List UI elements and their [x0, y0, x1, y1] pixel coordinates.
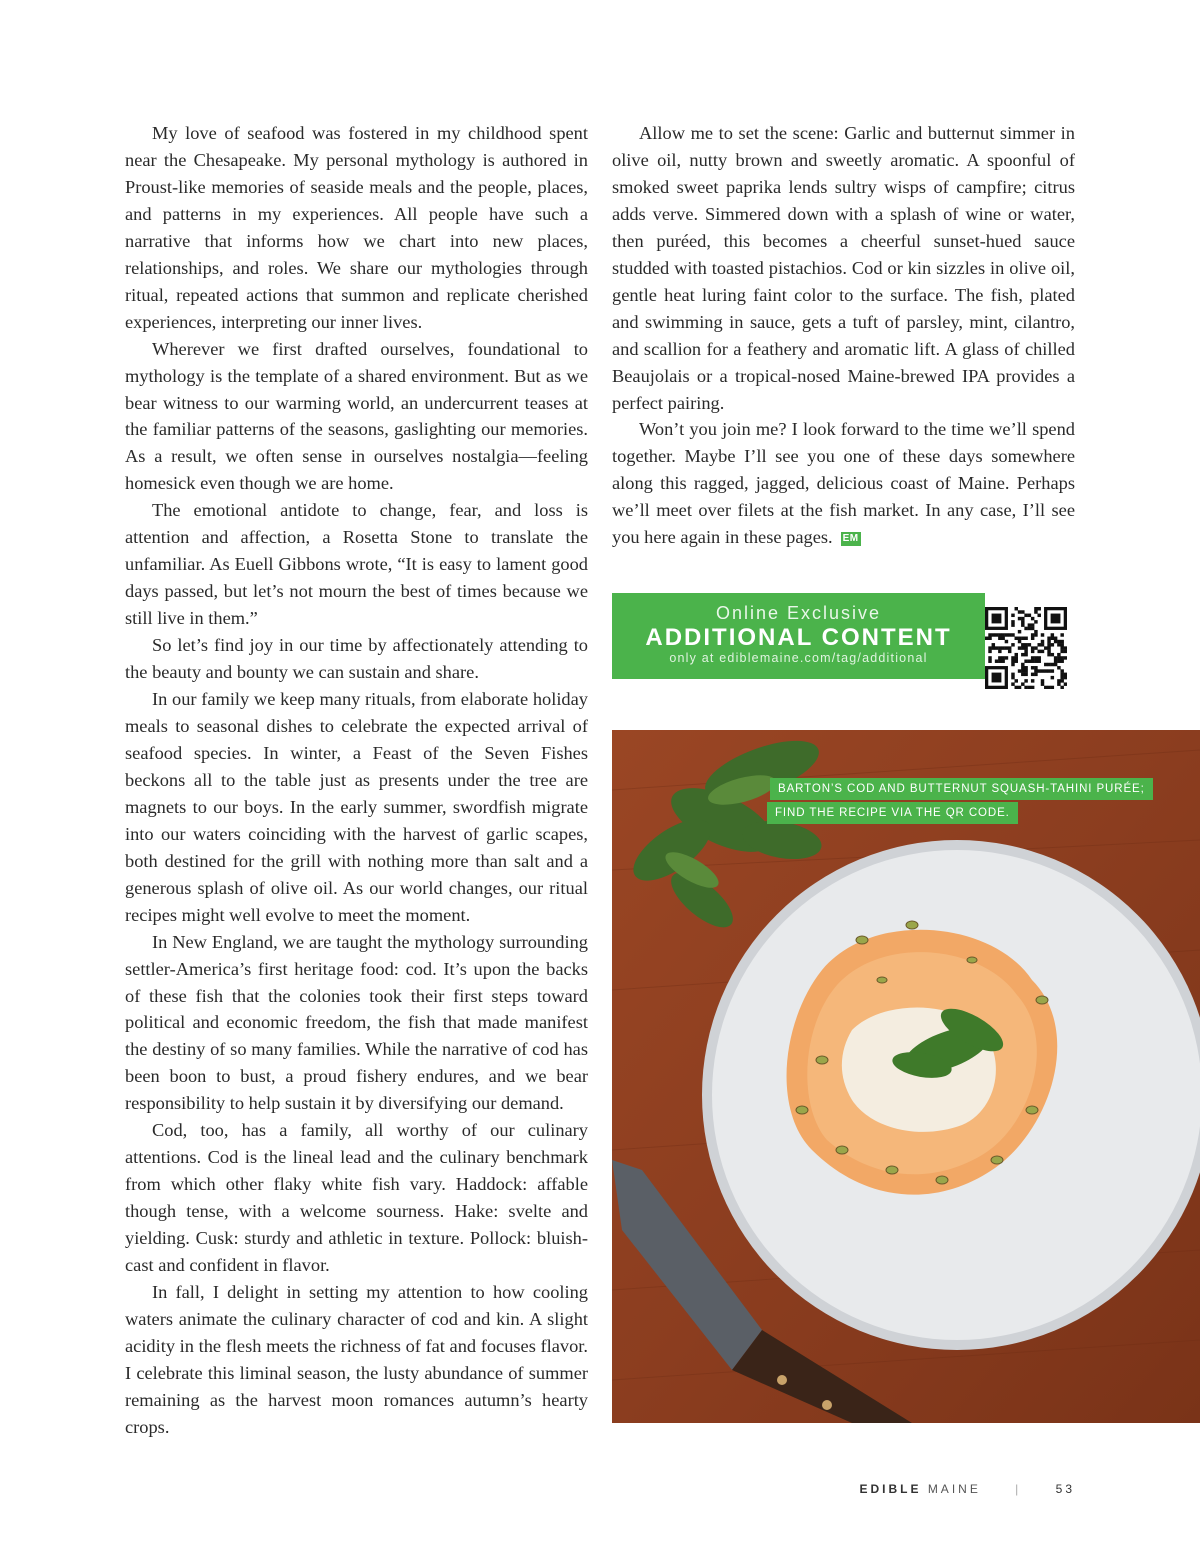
- article-right-column: [612, 120, 1075, 551]
- caption-line: FIND THE RECIPE VIA THE QR CODE.: [767, 802, 1018, 824]
- recipe-photo: [612, 730, 1200, 1423]
- caption-line: BARTON’S COD AND BUTTERNUT SQUASH-TAHINI PURÉE;: [770, 778, 1153, 800]
- brand-name-bold: EDIBLE: [859, 1482, 922, 1496]
- page-number: 53: [1055, 1482, 1075, 1496]
- promo-url[interactable]: only at ediblemaine.com/tag/additional: [669, 651, 928, 665]
- article-left-column: [125, 120, 588, 1441]
- paragraph: My love of seafood was fostered in my childhood spent near the Chesapeake. My personal mythology is authored in Proust-like memories of seaside meals and the people, places, and patterns in my experiences. All people have such a narrative that informs how we chart into new places, relationships, and roles. We share our mythologies through ritual, repeated actions that summon and replicate cherished experiences, interpreting our inner lives.: [125, 123, 588, 332]
- paragraph-text: Won’t you join me? I look forward to the time we’ll spend together. Maybe I’ll see you one of these days somewhere along this ragged, jagged, delicious coast of Maine. Perhaps we’ll meet over filets at the fish market. In any case, I’ll see you here again in these pages.: [612, 419, 1075, 548]
- paragraph-closing: [612, 416, 1075, 551]
- footer-separator: |: [1015, 1482, 1022, 1496]
- paragraph: Allow me to set the scene: Garlic and butternut simmer in olive oil, nutty brown and sweetly aromatic. A spoonful of smoked sweet paprika lends sultry wisps of campfire; citrus adds verve. Simmered down with a splash of wine or water, then puréed, this becomes a cheerful sunset-hued sauce studded with toasted pistachios. Cod or kin sizzles in olive oil, gentle heat luring faint color to the surface. The fish, plated and swimming in sauce, gets a tuft of parsley, mint, cilantro, and scallion for a feathery and aromatic lift. A glass of chilled Beaujolais or a tropical-nosed Maine-brewed IPA provides a perfect pairing.: [612, 123, 1075, 413]
- online-exclusive-banner[interactable]: [612, 593, 985, 679]
- photo-caption: [770, 778, 1153, 826]
- paragraph: So let’s find joy in our time by affectionately attending to the beauty and bounty we can sustain and share.: [125, 635, 588, 683]
- paragraph: In fall, I delight in setting my attention to how cooling waters animate the culinary character of cod and kin. A slight acidity in the flesh meets the richness of fat and focuses flavor. I celebrate this liminal season, the lusty abundance of summer remaining as the harvest moon romances autumn’s hearty crops.: [125, 1281, 588, 1437]
- paragraph: Cod, too, has a family, all worthy of our culinary attentions. Cod is the lineal lead and the culinary benchmark from which other flaky white fish vary. Haddock: affable though tense, with a welcome sourness. Hake: svelte and yielding. Cusk: sturdy and athletic in texture. Pollock: bluish-cast and confident in flavor.: [125, 1120, 588, 1276]
- promo-title: ADDITIONAL CONTENT: [645, 624, 952, 651]
- paragraph: In our family we keep many rituals, from elaborate holiday meals to seasonal dishes to celebrate the expected arrival of seafood species. In winter, a Feast of the Seven Fishes beckons all to the table just as presents under the tree are magnets to our boys. In the early summer, swordfish migrate into our waters coinciding with the harvest of garlic scapes, both destined for the grill with nothing more than salt and a generous splash of olive oil. As our world changes, our ritual recipes might well evolve to meet the moment.: [125, 689, 588, 925]
- paragraph: In New England, we are taught the mythology surrounding settler-America’s first heritage food: cod. It’s upon the backs of these fish that the colonies took their first steps toward political and economic freedom, the fish that made manifest the destiny of so many families. While the narrative of cod has been boon to bust, a proud fishery endures, and we bear responsibility to help sustain it by diversifying our demand.: [125, 931, 588, 1114]
- end-mark-icon: EM: [842, 533, 859, 545]
- paragraph: The emotional antidote to change, fear, and loss is attention and affection, a Rosetta Stone to translate the unfamiliar. As Euell Gibbons wrote, “It is easy to lament good days passed, but let’s not mourn the best of times because we still live in them.”: [125, 500, 588, 629]
- brand-name-light: MAINE: [927, 1482, 981, 1496]
- qr-code-icon[interactable]: [985, 607, 1067, 689]
- promo-kicker: Online Exclusive: [715, 603, 882, 623]
- paragraph: Wherever we first drafted ourselves, foundational to mythology is the template of a shared environment. But as we bear witness to our warming world, an undercurrent teases at the familiar patterns of the seasons, gaslighting our memories. As a result, we often sense in ourselves nostalgia—feeling homesick even though we are home.: [125, 338, 588, 494]
- page-footer: [859, 1482, 1075, 1496]
